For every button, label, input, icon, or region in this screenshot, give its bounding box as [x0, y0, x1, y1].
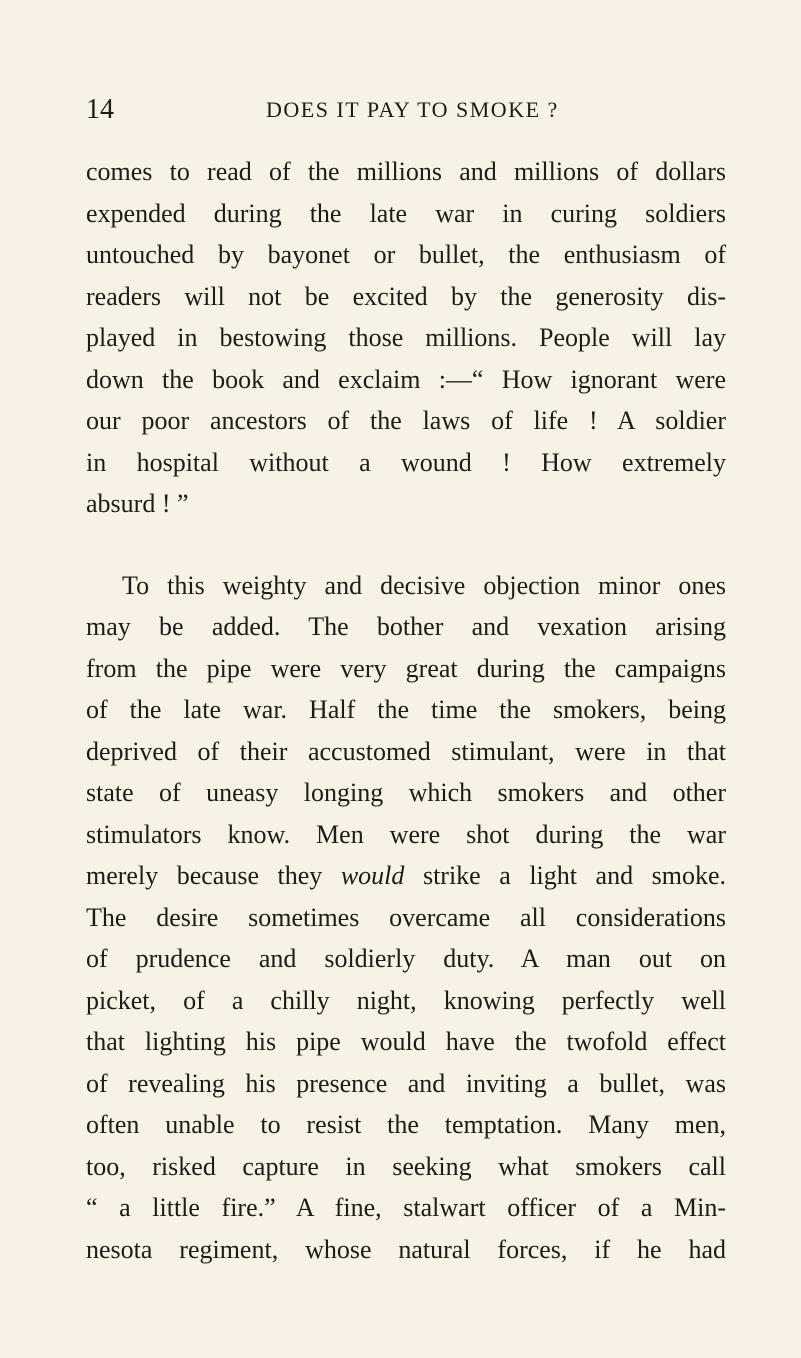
running-head — [86, 94, 726, 134]
text-line: absurd ! ” — [86, 489, 189, 518]
text-line: down the book and exclaim :—“ How ignorant were — [86, 364, 726, 394]
text-line: of the late war. Half the time the smokers, being — [86, 695, 726, 724]
text-line: too, risked capture in seeking what smokers call — [86, 1151, 726, 1181]
text-line: from the pipe were very great during the campaigns — [86, 653, 726, 683]
text-segment: merely because they — [86, 861, 341, 890]
text-line: played in bestowing those millions. People will lay — [86, 323, 726, 352]
paragraph-gap — [86, 525, 726, 565]
text-line: our poor ancestors of the laws of life ! A soldier — [86, 406, 726, 435]
text-segment: strike a light and smoke. — [404, 861, 726, 890]
text-line: in hospital without a wound ! How extremely — [86, 447, 726, 477]
text-line: picket, of a chilly night, knowing perfectly well — [86, 985, 726, 1015]
text-line: nesota regiment, whose natural forces, if he had — [86, 1234, 726, 1264]
text-line: untouched by bayonet or bullet, the enthusiasm of — [86, 240, 726, 269]
text-line: To this weighty and decisive objection minor ones — [122, 570, 726, 600]
text-line: readers will not be excited by the generosity dis- — [86, 281, 726, 311]
text-line: expended during the late war in curing soldiers — [86, 198, 726, 228]
text-line: deprived of their accustomed stimulant, were in that — [86, 736, 726, 766]
paragraph-2 — [86, 565, 726, 1271]
text-line: of prudence and soldierly duty. A man out on — [86, 944, 726, 973]
paragraph-1 — [86, 151, 726, 525]
text-line: “ a little fire.” A fine, stalwart officer of a Min- — [86, 1193, 726, 1222]
text-line: often unable to resist the temptation. Many men, — [86, 1110, 726, 1139]
page-number: 14 — [86, 94, 114, 125]
text-line: The desire sometimes overcame all considerations — [86, 902, 726, 932]
emphasis-word: would — [340, 861, 405, 890]
text-line: of revealing his presence and inviting a bullet, was — [86, 1068, 726, 1098]
running-title: DOES IT PAY TO SMOKE ? — [266, 97, 559, 122]
body-text — [86, 151, 726, 1270]
text-line: may be added. The bother and vexation arising — [86, 612, 726, 641]
text-line: state of uneasy longing which smokers and other — [86, 778, 726, 807]
text-line: comes to read of the millions and millions of dollars — [86, 157, 726, 186]
text-line: that lighting his pipe would have the twofold effect — [86, 1027, 726, 1056]
text-line-with-emphasis — [86, 855, 726, 897]
text-line: stimulators know. Men were shot during the war — [86, 819, 726, 849]
